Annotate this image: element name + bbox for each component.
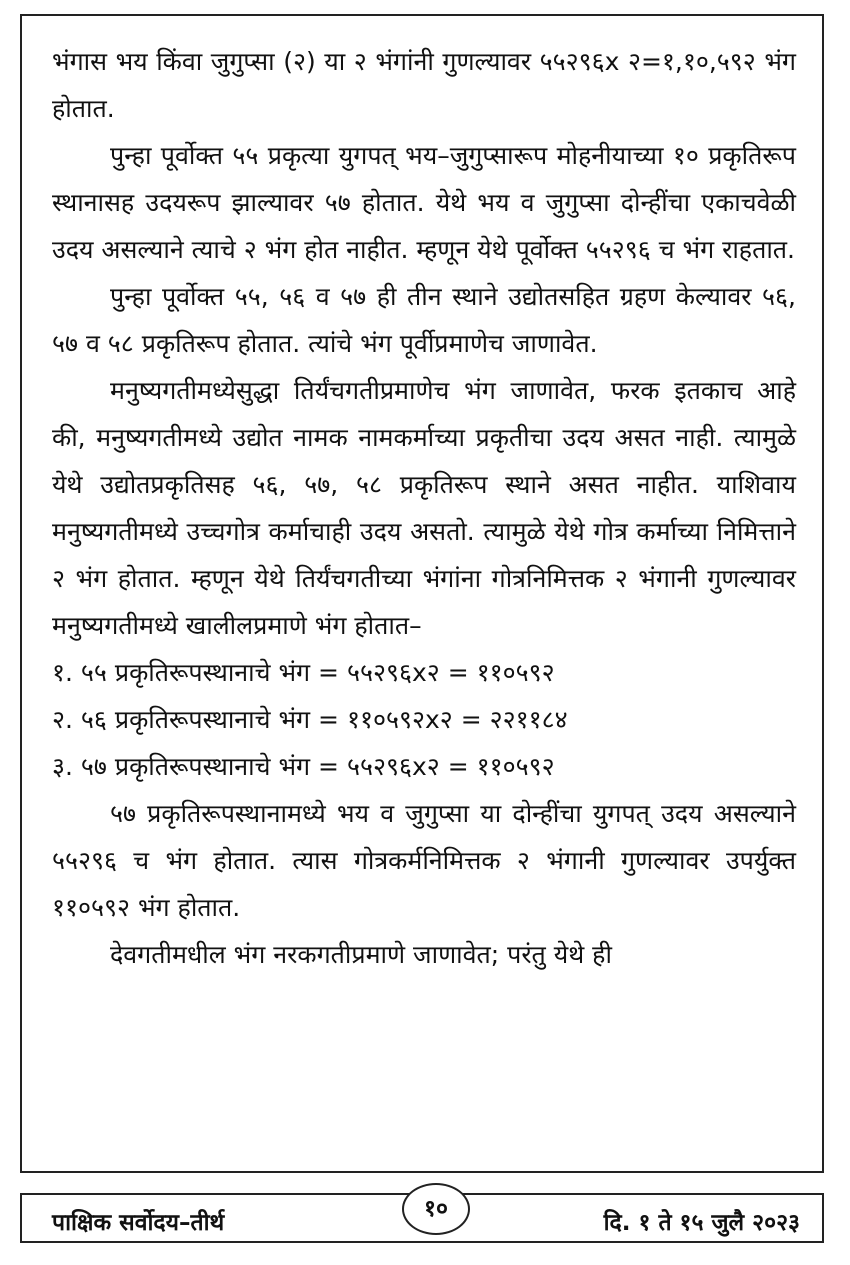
page-frame (20, 14, 824, 1173)
issue-date: दि. १ ते १५ जुलै २०२३ (603, 1210, 800, 1236)
paragraph-1: भंगास भय किंवा जुगुप्सा (२) या २ भंगांनी गुणल्यावर ५५२९६x २=१,१०,५९२ भंग होतात. (52, 47, 796, 123)
formula-line-1: १. ५५ प्रकृतिरूपस्थानाचे भंग = ५५२९६x२ = ११०५९२ (52, 658, 555, 687)
paragraph-2: पुन्हा पूर्वोक्त ५५ प्रकृत्या युगपत् भय–जुगुप्सारूप मोहनीयाच्या १० प्रकृतिरूप स्थानासह उदयरूप झाल्यावर ५७ होतात. येथे भय व जुगुप्सा दोन्हींचा एकाचवेळी उदय असल्याने त्याचे २ भंग होत नाहीत. म्हणून येथे पूर्वोक्त ५५२९६ च भंग राहतात. (52, 141, 796, 264)
formula-line-3: ३. ५७ प्रकृतिरूपस्थानाचे भंग = ५५२९६x२ = ११०५९२ (52, 752, 555, 781)
paragraph-5: ५७ प्रकृतिरूपस्थानामध्ये भय व जुगुप्सा या दोन्हींचा युगपत् उदय असल्याने ५५२९६ च भंग होतात. त्यास गोत्रकर्मनिमित्तक २ भंगानी गुणल्यावर उपर्युक्त ११०५९२ भंग होतात. (52, 799, 796, 922)
formula-line-2: २. ५६ प्रकृतिरूपस्थानाचे भंग = ११०५९२x२ = २२११८४ (52, 705, 568, 734)
body-text (52, 38, 796, 978)
page-number-badge: १० (402, 1183, 470, 1235)
paragraph-4: मनुष्यगतीमध्येसुद्धा तिर्यंचगतीप्रमाणेच भंग जाणावेत, फरक इतकाच आहे की, मनुष्यगतीमध्ये उद्योत नामक नामकर्माच्या प्रकृतीचा उदय असत नाही. त्यामुळे येथे उद्योतप्रकृतिसह ५६, ५७, ५८ प्रकृतिरूप स्थाने असत नाहीत. याशिवाय मनुष्यगतीमध्ये उच्चगोत्र कर्माचाही उदय असतो. त्यामुळे येथे गोत्र कर्माच्या निमित्ताने २ भंग होतात. म्हणून येथे तिर्यंचगतीच्या भंगांना गोत्रनिमित्तक २ भंगानी गुणल्यावर मनुष्यगतीमध्ये खालीलप्रमाणे भंग होतात– (52, 376, 796, 640)
publication-name: पाक्षिक सर्वोदय–तीर्थ (52, 1210, 225, 1236)
paragraph-3: पुन्हा पूर्वोक्त ५५, ५६ व ५७ ही तीन स्थाने उद्योतसहित ग्रहण केल्यावर ५६, ५७ व ५८ प्रकृतिरूप होतात. त्यांचे भंग पूर्वीप्रमाणेच जाणावेत. (52, 282, 796, 358)
page-footer (20, 1193, 824, 1243)
paragraph-6: देवगतीमधील भंग नरकगतीप्रमाणे जाणावेत; परंतु येथे ही (110, 940, 612, 969)
